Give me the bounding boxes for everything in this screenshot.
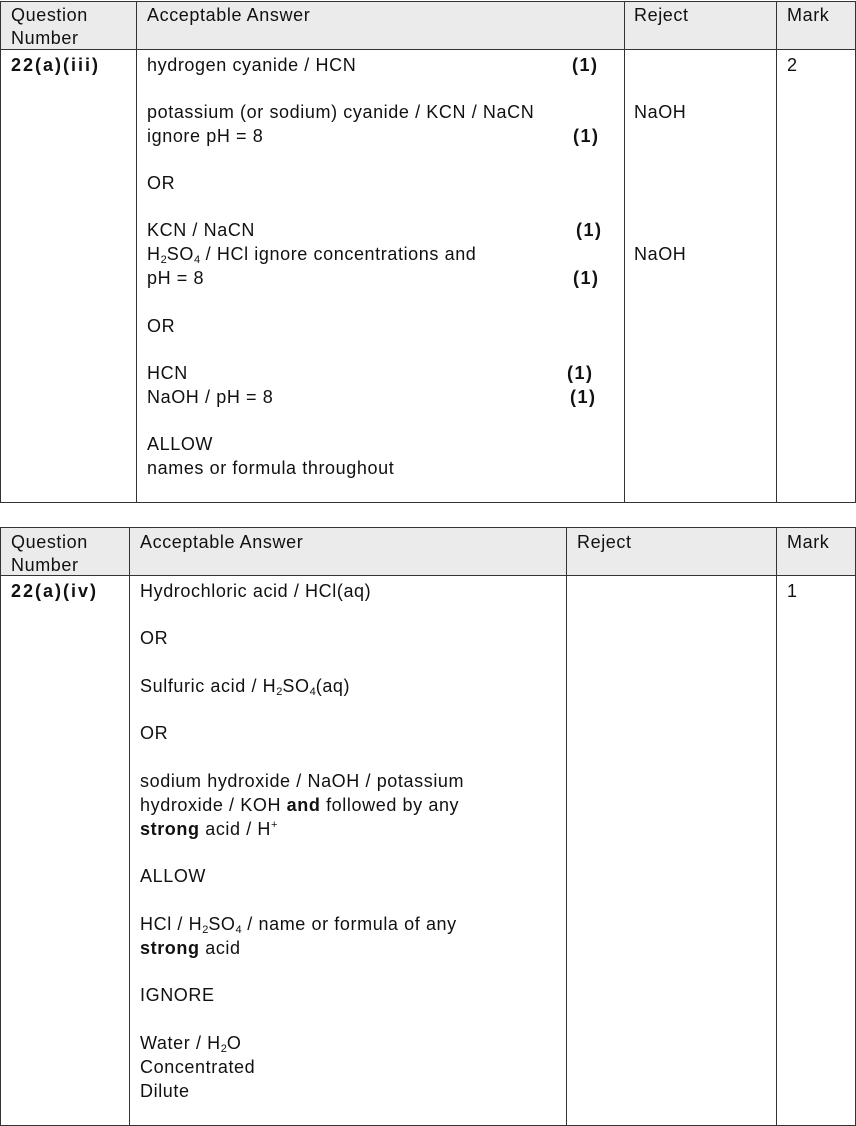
header-mark: Mark bbox=[787, 532, 830, 552]
answer-line-rich bbox=[140, 817, 277, 841]
answer-line: ignore pH = 8 bbox=[147, 126, 264, 146]
answer-line: Concentrated bbox=[140, 1057, 256, 1077]
answer-or-separator: OR bbox=[147, 173, 176, 193]
column-divider bbox=[129, 528, 130, 1125]
mark-allocation: (1) bbox=[570, 387, 597, 407]
reject-item: NaOH bbox=[634, 244, 687, 264]
header-mark: Mark bbox=[787, 5, 830, 25]
answer-or-separator: OR bbox=[140, 723, 169, 743]
column-divider bbox=[776, 2, 777, 502]
answer-line: pH = 8 bbox=[147, 268, 205, 288]
answer-line-rich bbox=[140, 936, 241, 960]
answer-line: HCN bbox=[147, 363, 188, 383]
answer-line-formula bbox=[140, 674, 350, 698]
answer-ignore-label: IGNORE bbox=[140, 985, 215, 1005]
superscript: + bbox=[271, 819, 278, 831]
answer-line: potassium (or sodium) cyanide / KCN / NaCN bbox=[147, 102, 535, 122]
header-question-number-line1: Question bbox=[11, 5, 88, 25]
mark-scheme-table-22a-iv bbox=[0, 527, 856, 1126]
mark-allocation: (1) bbox=[576, 220, 603, 240]
subscript: 2 bbox=[202, 924, 209, 936]
subscript: 4 bbox=[193, 254, 201, 266]
answer-line: Hydrochloric acid / HCl(aq) bbox=[140, 581, 372, 601]
mark-scheme-table-22a-iii bbox=[0, 1, 856, 503]
formula-text: SO bbox=[208, 914, 236, 934]
emphasis-strong: strong bbox=[140, 938, 200, 958]
header-acceptable-answer: Acceptable Answer bbox=[140, 532, 304, 552]
answer-line: names or formula throughout bbox=[147, 458, 395, 478]
question-number: 22(a)(iii) bbox=[11, 55, 101, 75]
header-question-number-line2: Number bbox=[11, 555, 79, 575]
formula-text: H bbox=[147, 244, 161, 264]
subscript: 4 bbox=[309, 686, 316, 698]
answer-line: hydrogen cyanide / HCN bbox=[147, 55, 357, 75]
formula-text: O bbox=[226, 1033, 242, 1053]
emphasis-strong: strong bbox=[140, 819, 200, 839]
table-header-row bbox=[1, 2, 855, 50]
answer-allow-label: ALLOW bbox=[147, 434, 214, 454]
subscript: 4 bbox=[235, 924, 242, 936]
mark-allocation: (1) bbox=[573, 126, 600, 146]
answer-line: Dilute bbox=[140, 1081, 190, 1101]
mark-allocation: (1) bbox=[573, 268, 600, 288]
header-reject: Reject bbox=[577, 532, 632, 552]
mark-allocation: (1) bbox=[572, 55, 599, 75]
formula-text: / name or formula of any bbox=[241, 914, 457, 934]
header-acceptable-answer: Acceptable Answer bbox=[147, 5, 311, 25]
answer-line-formula bbox=[147, 242, 476, 266]
column-divider bbox=[136, 2, 137, 502]
answer-line: KCN / NaCN bbox=[147, 220, 256, 240]
formula-text: SO bbox=[282, 676, 310, 696]
text: followed by any bbox=[320, 795, 460, 815]
reject-item: NaOH bbox=[634, 102, 687, 122]
question-number: 22(a)(iv) bbox=[11, 581, 99, 601]
header-question-number-line2: Number bbox=[11, 28, 79, 48]
header-reject: Reject bbox=[634, 5, 689, 25]
formula-text: Sulfuric acid / H bbox=[140, 676, 277, 696]
answer-line-rich bbox=[140, 793, 459, 817]
answer-or-separator: OR bbox=[147, 316, 176, 336]
formula-text: HCl / H bbox=[140, 914, 203, 934]
formula-text: Water / H bbox=[140, 1033, 221, 1053]
emphasis-and: and bbox=[286, 795, 321, 815]
answer-allow-label: ALLOW bbox=[140, 866, 207, 886]
column-divider bbox=[624, 2, 625, 502]
answer-line-formula bbox=[140, 912, 457, 936]
text: hydroxide / KOH bbox=[140, 795, 287, 815]
formula-text: (aq) bbox=[315, 676, 351, 696]
column-divider bbox=[566, 528, 567, 1125]
text: acid / H bbox=[199, 819, 272, 839]
mark-allocation: (1) bbox=[567, 363, 594, 383]
mark-total: 2 bbox=[787, 55, 798, 75]
subscript: 2 bbox=[220, 1043, 227, 1055]
header-question-number-line1: Question bbox=[11, 532, 88, 552]
answer-line-formula bbox=[140, 1031, 241, 1055]
subscript: 2 bbox=[276, 686, 283, 698]
formula-text: SO bbox=[166, 244, 194, 264]
mark-total: 1 bbox=[787, 581, 798, 601]
subscript: 2 bbox=[160, 254, 167, 266]
formula-text: / HCl ignore concentrations and bbox=[200, 244, 477, 264]
column-divider bbox=[776, 528, 777, 1125]
text: acid bbox=[199, 938, 241, 958]
answer-line: sodium hydroxide / NaOH / potassium bbox=[140, 771, 465, 791]
answer-or-separator: OR bbox=[140, 628, 169, 648]
answer-line: NaOH / pH = 8 bbox=[147, 387, 274, 407]
